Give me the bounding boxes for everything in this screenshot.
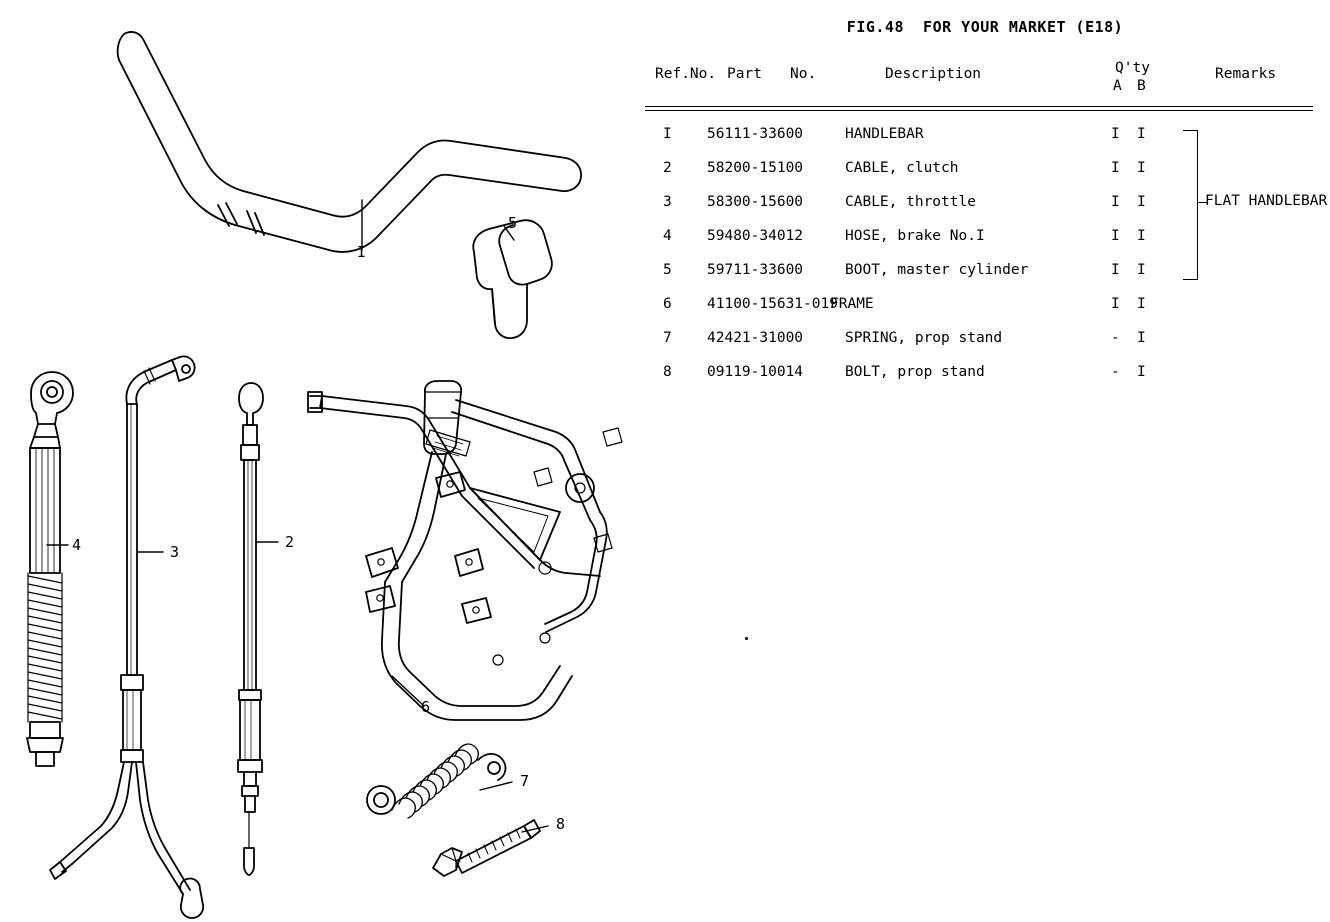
cell-desc: BOOT, master cylinder [845, 262, 1029, 278]
table-row [645, 120, 1315, 154]
table-row [645, 324, 1315, 358]
callout-1: I [357, 243, 367, 261]
cell-qty-b: I [1137, 160, 1146, 176]
clutch-cable-drawing [238, 383, 278, 875]
header-no: No. [790, 66, 817, 82]
cell-qty-b: I [1137, 296, 1146, 312]
cell-part: 59480-34012 [707, 228, 804, 244]
cell-qty-b: I [1137, 330, 1146, 346]
callout-3: 3 [170, 543, 180, 561]
cell-desc: HOSE, brake No.I [845, 228, 985, 244]
boot-master-cylinder-drawing [473, 220, 552, 338]
cell-qty-a: I [1111, 160, 1120, 176]
header-rule [645, 106, 1313, 112]
cell-desc: HANDLEBAR [845, 126, 924, 142]
cell-qty-a: I [1111, 228, 1120, 244]
cell-part: 09119-10014 [707, 364, 804, 380]
table-row [645, 256, 1315, 290]
table-rows [645, 120, 1315, 392]
cell-ref: 8 [663, 364, 672, 380]
cell-qty-a: I [1111, 194, 1120, 210]
cell-ref: 7 [663, 330, 672, 346]
cell-desc: BOLT, prop stand [845, 364, 985, 380]
table-row [645, 222, 1315, 256]
cell-qty-a: I [1111, 296, 1120, 312]
cell-qty-a: I [1111, 126, 1120, 142]
cell-ref: 3 [663, 194, 672, 210]
cell-part: 41100-15631-019 [707, 296, 838, 312]
parts-list-panel [645, 18, 1328, 392]
header-qty-a: A [1113, 78, 1122, 94]
prop-stand-spring-drawing [367, 744, 512, 818]
cell-part: 58300-15600 [707, 194, 804, 210]
prop-stand-bolt-drawing [433, 820, 548, 876]
cell-qty-b: I [1137, 126, 1146, 142]
cell-qty-a: - [1111, 364, 1120, 380]
remarks-bracket [1183, 130, 1198, 280]
cell-desc: SPRING, prop stand [845, 330, 1003, 346]
cell-desc: CABLE, throttle [845, 194, 976, 210]
callout-2: 2 [285, 533, 295, 551]
header-ref-no: Ref.No. [655, 66, 717, 82]
callout-7: 7 [520, 772, 530, 790]
cell-qty-b: I [1137, 194, 1146, 210]
cell-part: 42421-31000 [707, 330, 804, 346]
cell-ref: I [663, 126, 672, 142]
cell-ref: 4 [663, 228, 672, 244]
header-qty-b: B [1137, 78, 1146, 94]
header-description: Description [885, 66, 982, 82]
callout-8: 8 [556, 815, 566, 833]
stray-ink-dot [745, 637, 748, 640]
header-remarks: Remarks [1215, 66, 1277, 82]
cell-qty-a: - [1111, 330, 1120, 346]
callout-5: 5 [508, 214, 518, 232]
remark-flat-handlebar: FLAT HANDLEBAR [1205, 193, 1328, 209]
callout-4: 4 [72, 536, 82, 554]
callout-6: 6 [421, 698, 431, 716]
figure-title: FIG.48 FOR YOUR MARKET (E18) [846, 18, 1124, 36]
table-row [645, 358, 1315, 392]
cell-desc: FRAME [830, 296, 874, 312]
throttle-cable-drawing [50, 356, 203, 918]
cell-desc: CABLE, clutch [845, 160, 959, 176]
table-row [645, 154, 1315, 188]
cell-qty-b: I [1137, 262, 1146, 278]
cell-part: 58200-15100 [707, 160, 804, 176]
cell-ref: 5 [663, 262, 672, 278]
cell-ref: 6 [663, 296, 672, 312]
cell-qty-a: I [1111, 262, 1120, 278]
header-part: Part [727, 66, 762, 82]
brake-hose-drawing [27, 372, 73, 766]
cell-ref: 2 [663, 160, 672, 176]
cell-qty-b: I [1137, 364, 1146, 380]
table-row [645, 290, 1315, 324]
cell-part: 56111-33600 [707, 126, 804, 142]
cell-qty-b: I [1137, 228, 1146, 244]
frame-drawing [308, 381, 622, 720]
cell-part: 59711-33600 [707, 262, 804, 278]
parts-illustration [0, 0, 660, 922]
header-qty: Q'ty [1115, 60, 1150, 76]
table-header [645, 60, 1315, 104]
